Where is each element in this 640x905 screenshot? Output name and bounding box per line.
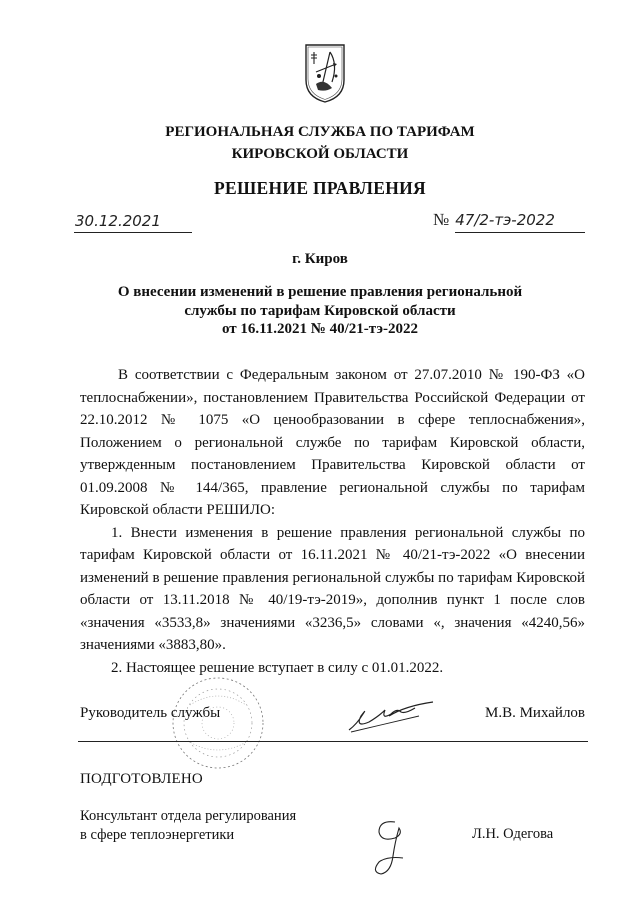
item-2-paragraph: 2. Настоящее решение вступает в силу с 01.01.2022. xyxy=(111,659,444,676)
preparer-position-line1: Консультант отдела регулирования xyxy=(80,808,297,824)
director-signature xyxy=(345,694,445,736)
preparer-position-line2: в сфере теплоэнергетики xyxy=(80,827,235,843)
seal-stamp xyxy=(170,675,266,771)
organization-name-line2: КИРОВСКОЙ ОБЛАСТИ xyxy=(231,146,409,162)
signatory-role: Руководитель службы xyxy=(80,705,221,721)
preparer-name: Л.Н. Одегова xyxy=(472,826,554,842)
preamble-paragraph: В соответствии с Федеральным законом от 27.07.2010 № 190-ФЗ «О теплоснабжении», постановлением Правительства Российской Федерации от 22.10.2012 № 1075 «О ценообразовании в сфере теплоснабжения», Положением о региональной службе по тарифам Кировской области, утвержденным постановлением Правительства Кировской области от 01.09.2008 № 144/365, правление региональной службы по тарифам Кировской области РЕШИЛО: xyxy=(80,367,585,518)
organization-name-line1: РЕГИОНАЛЬНАЯ СЛУЖБА ПО ТАРИФАМ xyxy=(165,124,475,140)
subject-line1: О внесении изменений в решение правления региональной xyxy=(117,284,523,300)
city: г. Киров xyxy=(292,251,348,267)
coat-of-arms-emblem xyxy=(302,42,348,104)
document-number xyxy=(433,210,555,230)
prepared-label: ПОДГОТОВЛЕНО xyxy=(80,771,203,787)
document-date: 30.12.2021 xyxy=(75,212,161,230)
organization-name xyxy=(0,121,640,165)
preparer-signature xyxy=(365,812,417,880)
number-sign: № xyxy=(433,210,450,229)
number-value: 47/2-тэ-2022 xyxy=(455,211,555,229)
subject-line2: службы по тарифам Кировской области xyxy=(184,302,456,319)
date-underline xyxy=(74,232,192,233)
document-subject xyxy=(0,283,640,339)
document-body xyxy=(80,364,585,679)
document-type-title: РЕШЕНИЕ ПРАВЛЕНИЯ xyxy=(214,178,426,198)
subject-line3: от 16.11.2021 № 40/21-тэ-2022 xyxy=(221,321,419,337)
separator-line xyxy=(78,741,588,742)
number-underline xyxy=(455,232,585,233)
item-1-paragraph: 1. Внести изменения в решение правления региональной службы по тарифам Кировской области от 16.11.2021 № 40/21-тэ-2022 «О внесении изменений в решение правления региональной службы по тарифам Кировской области от 13.11.2018 № 40/19-тэ-2019», дополнив пункт 1 после слов «значения «3533,8» значениями «3236,5» словами «, значения «4240,56» значениями «3883,80». xyxy=(80,524,585,653)
preparer-position xyxy=(80,807,296,845)
signatory-name: М.В. Михайлов xyxy=(485,705,586,721)
